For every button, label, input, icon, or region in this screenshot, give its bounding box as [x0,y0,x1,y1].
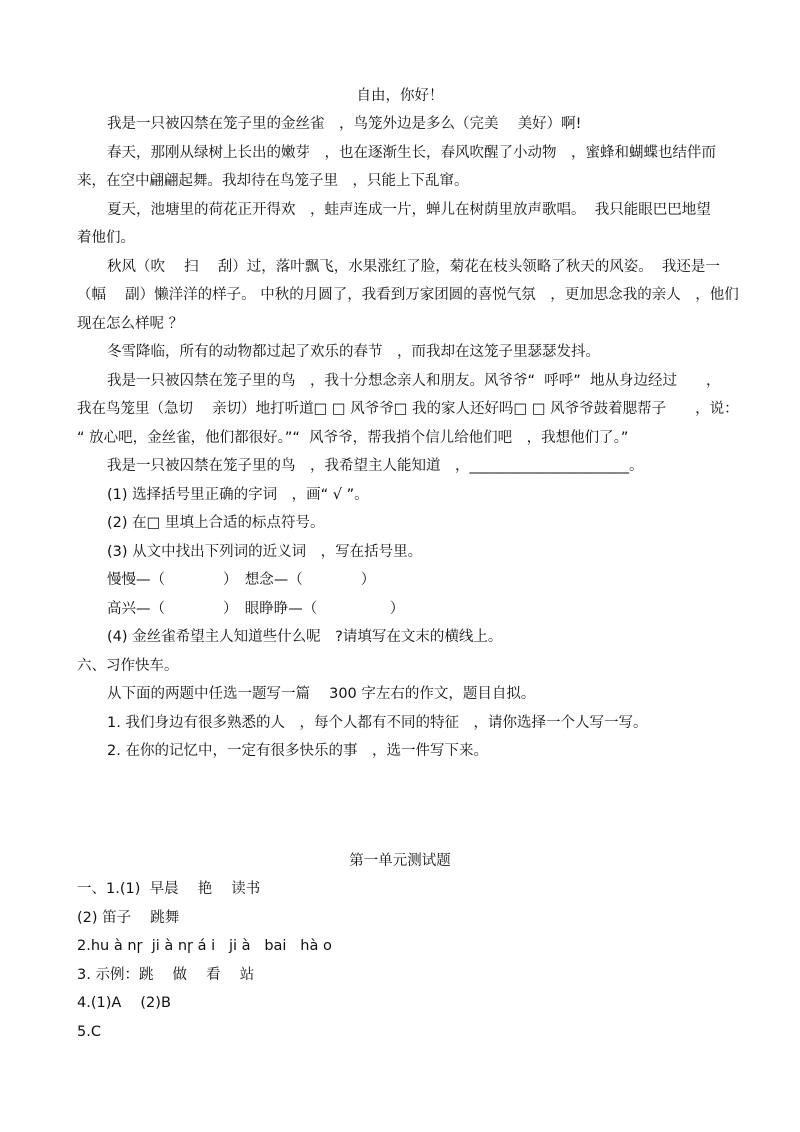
passage-line: 秋风（吹 扫 刮）过，落叶飘飞，水果涨红了脸，菊花在枝头领略了秋天的风姿。 我还是一 [107,259,720,275]
passage-line: 夏天，池塘里的荷花正开得欢 ，蛙声连成一片，蝉儿在树荫里放声歌唱。 我只能眼巴巴地望 [107,202,711,218]
section-6-heading: 六、习作快车。 [77,658,179,674]
answer-line: 一、1.(1) 早晨 艳 读书 [77,881,261,897]
section-6-intro: 从下面的两题中任选一题写一篇 300 字左右的作文，题目自拟。 [107,686,536,702]
question-2: (2) 在□ 里填上合适的标点符号。 [107,515,325,531]
passage-line: 春天，那刚从绿树上长出的嫩芽 ，也在逐渐生长，春风吹醒了小动物 ，蜜蜂和蝴蝶也结伴而 [107,145,716,161]
passage-line: 我是一只被囚禁在笼子里的鸟 ，我十分想念亲人和朋友。风爷爷“ 呼呼” 地从身边经过 ， [107,373,721,389]
question-3: (3) 从文中找出下列词的近义词 ，写在括号里。 [107,544,423,560]
answer-line: 3. 示例：跳 做 看 站 [77,967,255,983]
passage-line: 来，在空中翩翩起舞。我却待在鸟笼子里 ，只能上下乱窜。 [77,173,469,189]
section-6-item-1: 1. 我们身边有很多熟悉的人 ，每个人都有不同的特征 ，请你选择一个人写一写。 [107,715,648,731]
passage-line: 现在怎么样呢 ？ [77,316,184,332]
answer-line: 2.hu à nɼ ji à nɼ á i ji à bai hà o [77,938,332,954]
passage-line: （幅 副）懒洋洋的样子。 中秋的月圆了，我看到万家团圆的喜悦气氛 ，更加思念我的亲人 ，他们 [77,287,739,303]
answers-title: 第一单元测试题 [349,853,451,869]
passage-line: 我在鸟笼里（急切 亲切）地打听道□ □ 风爷爷□ 我的家人还好吗□ □ 风爷爷鼓着腮帮子 ，说： [77,401,739,417]
synonym-row-1: 慢慢—（ ） 想念—（ ） [107,572,376,588]
synonym-row-2: 高兴—（ ） 眼睁睁—（ ） [107,601,405,617]
answer-line: 4.(1)A (2)B [77,995,171,1011]
question-4: (4) 金丝雀希望主人知道些什么呢 ?请填写在文末的横线上。 [107,629,503,645]
section-6-item-2: 2. 在你的记忆中，一定有很多快乐的事 ，选一件写下来。 [107,743,488,759]
passage-line: 我是一只被囚禁在笼子里的金丝雀 ，鸟笼外边是多么（完美 美好）啊! [107,116,582,132]
answer-line: (2) 笛子 跳舞 [77,910,180,926]
answer-line: 5.C [77,1024,101,1040]
passage-line: 冬雪降临，所有的动物都过起了欢乐的春节 ，而我却在这笼子里瑟瑟发抖。 [107,344,600,360]
question-1: (1) 选择括号里正确的字词 ，画“ √ ”。 [107,487,369,503]
passage-line-blank: 我是一只被囚禁在笼子里的鸟 ，我希望主人能知道 ，______________________。 [107,458,644,474]
passage-line: “ 放心吧，金丝雀，他们都很好。”“ 风爷爷，帮我捎个信儿给他们吧 ，我想他们了。” [77,430,629,446]
passage-line: 着他们。 [77,230,135,246]
passage-title: 自由，你好！ [356,88,444,104]
